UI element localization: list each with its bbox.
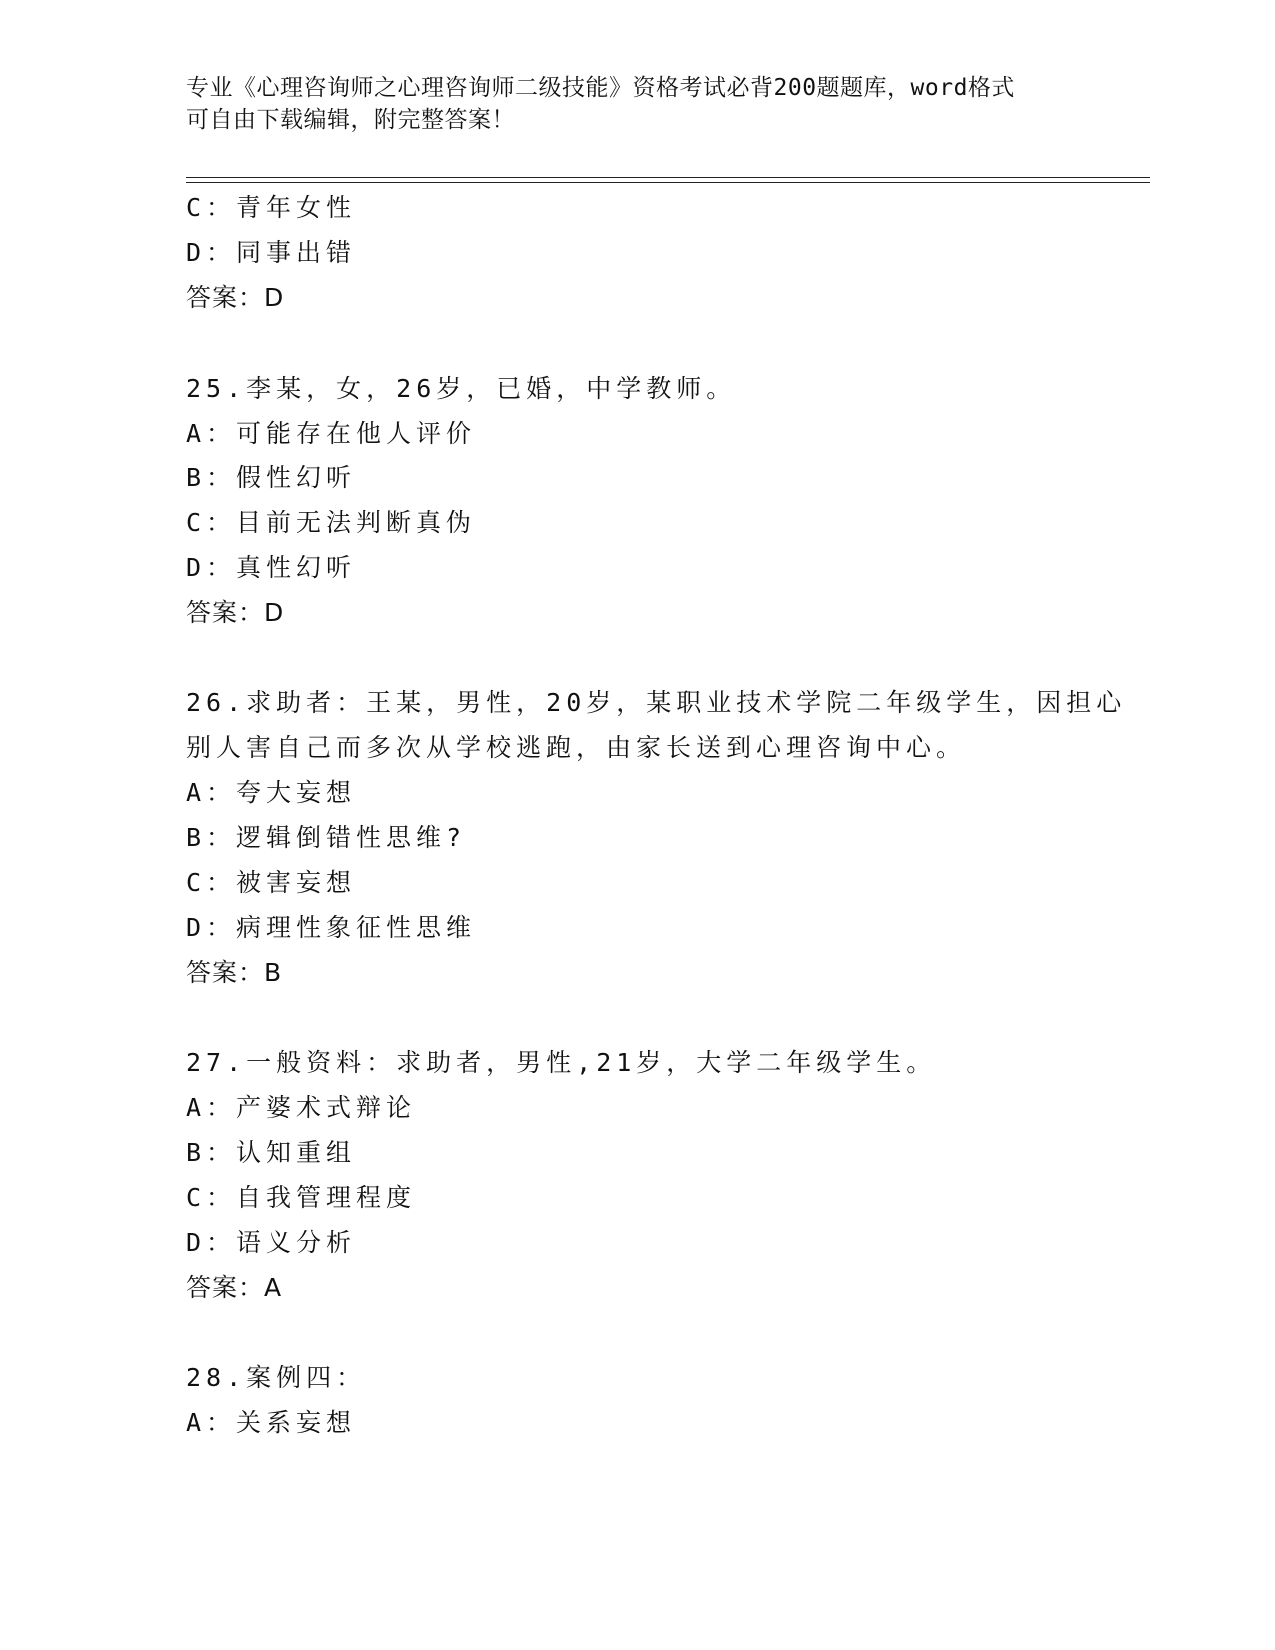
option-c: C：青年女性 — [186, 193, 357, 222]
answer-line: 答案：D — [186, 283, 285, 312]
option-b: B：逻辑倒错性思维? — [186, 823, 467, 852]
question-stem: 25.李某，女，26岁，已婚，中学教师。 — [186, 374, 737, 403]
question-stem: 26.求助者：王某，男性，20岁，某职业技术学院二年级学生，因担心 — [186, 688, 1127, 717]
option-c: C：目前无法判断真伪 — [186, 508, 477, 537]
question-stem: 28.案例四： — [186, 1363, 367, 1392]
option-a: A：关系妄想 — [186, 1408, 357, 1437]
option-a: A：产婆术式辩论 — [186, 1093, 417, 1122]
option-a: A：夸大妄想 — [186, 778, 357, 807]
option-d: D：同事出错 — [186, 238, 357, 267]
header-divider-bottom — [186, 182, 1150, 183]
header-divider-top — [186, 177, 1150, 178]
header-line-2: 可自由下载编辑，附完整答案！ — [186, 107, 515, 133]
option-d: D：真性幻听 — [186, 553, 357, 582]
option-c: C：自我管理程度 — [186, 1183, 417, 1212]
option-b: B：认知重组 — [186, 1138, 357, 1167]
option-c: C：被害妄想 — [186, 868, 357, 897]
answer-line: 答案：B — [186, 958, 283, 987]
header-line-1: 专业《心理咨询师之心理咨询师二级技能》资格考试必背200题题库，word格式 — [186, 75, 1015, 101]
option-d: D：病理性象征性思维 — [186, 913, 477, 942]
option-b: B：假性幻听 — [186, 463, 357, 492]
answer-line: 答案：A — [186, 1273, 283, 1302]
document-header — [186, 72, 1086, 136]
question-stem-continued: 别人害自己而多次从学校逃跑，由家长送到心理咨询中心。 — [186, 733, 967, 762]
option-d: D：语义分析 — [186, 1228, 357, 1257]
option-a: A：可能存在他人评价 — [186, 419, 477, 448]
answer-line: 答案：D — [186, 598, 285, 627]
question-stem: 27.一般资料：求助者，男性,21岁，大学二年级学生。 — [186, 1048, 937, 1077]
